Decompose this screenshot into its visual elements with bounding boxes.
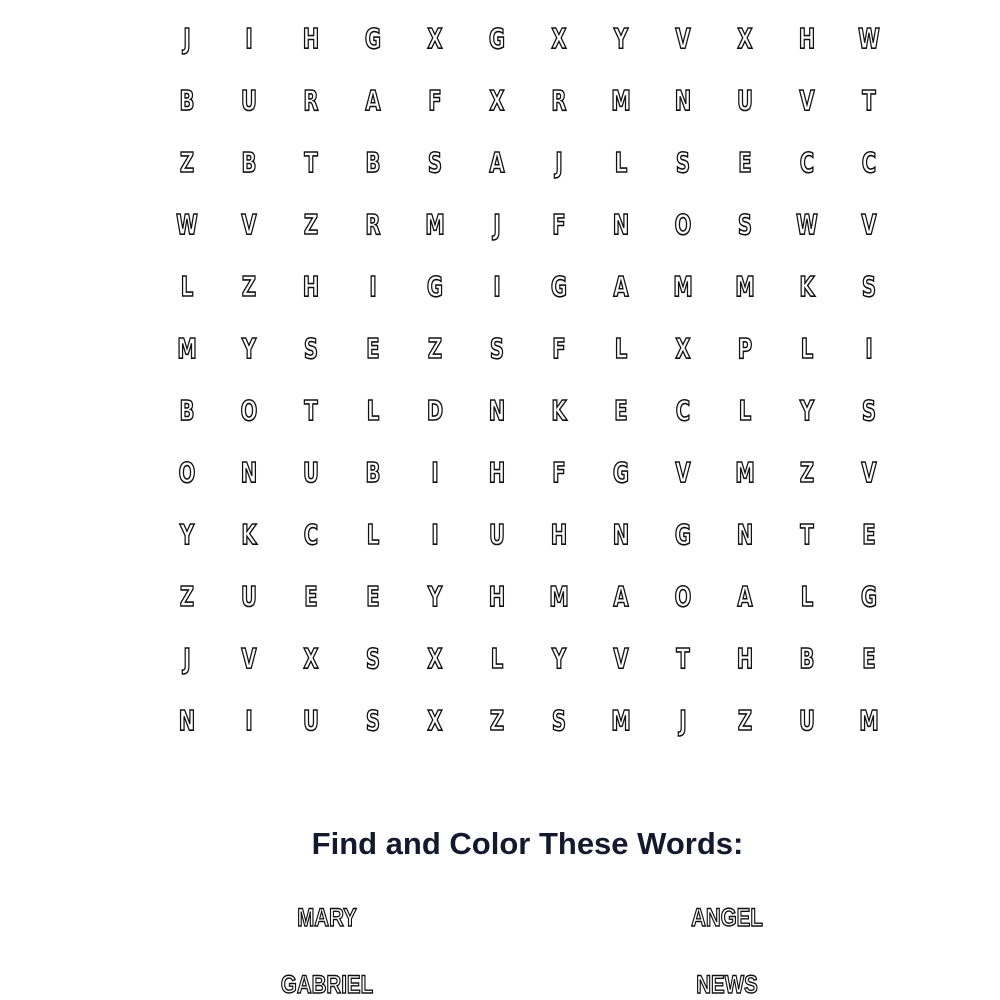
- grid-cell[interactable]: H: [488, 456, 506, 489]
- grid-cell[interactable]: X: [427, 642, 443, 675]
- grid-cell[interactable]: O: [240, 394, 258, 427]
- grid-cell[interactable]: S: [861, 394, 877, 427]
- grid-cell[interactable]: O: [178, 456, 196, 489]
- grid-cell[interactable]: H: [302, 270, 320, 303]
- grid-cell[interactable]: E: [304, 580, 318, 613]
- grid-cell[interactable]: Y: [427, 580, 443, 613]
- grid-cell[interactable]: E: [366, 332, 380, 365]
- grid-cell[interactable]: M: [611, 704, 631, 737]
- grid-cell[interactable]: D: [426, 394, 444, 427]
- grid-cell[interactable]: O: [674, 580, 692, 613]
- grid-cell[interactable]: L: [366, 518, 380, 551]
- grid-cell[interactable]: S: [675, 146, 691, 179]
- grid-cell[interactable]: Z: [489, 704, 505, 737]
- grid-cell[interactable]: G: [364, 22, 382, 55]
- grid-cell[interactable]: U: [737, 84, 753, 117]
- grid-cell[interactable]: M: [735, 456, 755, 489]
- grid-cell[interactable]: M: [859, 704, 879, 737]
- grid-cell[interactable]: E: [862, 642, 876, 675]
- grid-cell[interactable]: X: [675, 332, 691, 365]
- grid-cell[interactable]: M: [177, 332, 197, 365]
- grid-cell[interactable]: Y: [613, 22, 629, 55]
- grid-cell[interactable]: F: [552, 332, 566, 365]
- grid-cell[interactable]: K: [551, 394, 567, 427]
- word-list-title: Find and Color These Words:: [311, 826, 744, 861]
- grid-cell[interactable]: J: [183, 22, 191, 55]
- grid-cell[interactable]: S: [427, 146, 443, 179]
- grid-cell[interactable]: X: [737, 22, 753, 55]
- grid-cell[interactable]: W: [796, 208, 818, 241]
- grid-cell[interactable]: G: [674, 518, 692, 551]
- grid-cell[interactable]: A: [737, 580, 753, 613]
- grid-cell[interactable]: C: [799, 146, 815, 179]
- grid-cell[interactable]: R: [303, 84, 319, 117]
- grid-cell[interactable]: L: [738, 394, 752, 427]
- grid-cell[interactable]: N: [736, 518, 754, 551]
- grid-cell[interactable]: C: [675, 394, 691, 427]
- grid-cell[interactable]: A: [489, 146, 505, 179]
- grid-cell[interactable]: U: [241, 84, 257, 117]
- grid-cell[interactable]: N: [178, 704, 196, 737]
- grid-cell[interactable]: Z: [737, 704, 753, 737]
- grid-cell[interactable]: K: [799, 270, 815, 303]
- grid-cell[interactable]: U: [489, 518, 505, 551]
- grid-cell[interactable]: Y: [179, 518, 195, 551]
- grid-cell[interactable]: A: [613, 270, 629, 303]
- grid-cell[interactable]: X: [303, 642, 319, 675]
- grid-cell[interactable]: B: [365, 146, 381, 179]
- grid-cell[interactable]: T: [304, 146, 318, 179]
- grid-cell[interactable]: B: [179, 84, 195, 117]
- grid-cell[interactable]: S: [737, 208, 753, 241]
- grid-cell[interactable]: J: [493, 208, 501, 241]
- grid-cell[interactable]: E: [614, 394, 628, 427]
- grid-cell[interactable]: Y: [551, 642, 567, 675]
- grid-cell[interactable]: Z: [179, 580, 195, 613]
- grid-cell[interactable]: Z: [799, 456, 815, 489]
- grid-cell[interactable]: O: [674, 208, 692, 241]
- grid-cell[interactable]: I: [431, 456, 439, 489]
- grid-cell[interactable]: Z: [179, 146, 195, 179]
- grid-cell[interactable]: V: [861, 208, 877, 241]
- grid-cell[interactable]: B: [179, 394, 195, 427]
- grid-cell[interactable]: B: [241, 146, 257, 179]
- grid-cell[interactable]: I: [431, 518, 439, 551]
- grid-cell[interactable]: I: [865, 332, 873, 365]
- grid-cell[interactable]: L: [614, 332, 628, 365]
- grid-cell[interactable]: V: [675, 22, 691, 55]
- grid-cell[interactable]: B: [799, 642, 815, 675]
- grid-cell[interactable]: S: [303, 332, 319, 365]
- grid-cell[interactable]: P: [737, 332, 753, 365]
- word-item-angel: ANGEL: [691, 904, 763, 932]
- grid-cell[interactable]: J: [183, 642, 191, 675]
- grid-cell[interactable]: Z: [241, 270, 257, 303]
- grid-cell[interactable]: J: [555, 146, 563, 179]
- grid-cell[interactable]: L: [800, 332, 814, 365]
- grid-cell[interactable]: X: [427, 22, 443, 55]
- word-search-grid: [156, 8, 900, 752]
- grid-cell[interactable]: G: [612, 456, 630, 489]
- grid-cell[interactable]: N: [612, 208, 630, 241]
- grid-cell[interactable]: S: [365, 704, 381, 737]
- grid-cell[interactable]: M: [549, 580, 569, 613]
- grid-cell[interactable]: N: [674, 84, 692, 117]
- grid-cell[interactable]: N: [488, 394, 506, 427]
- grid-cell[interactable]: T: [304, 394, 318, 427]
- grid-cell[interactable]: L: [614, 146, 628, 179]
- grid-cell[interactable]: M: [425, 208, 445, 241]
- grid-cell[interactable]: T: [800, 518, 814, 551]
- grid-cell[interactable]: H: [550, 518, 568, 551]
- grid-cell[interactable]: A: [365, 84, 381, 117]
- grid-cell[interactable]: H: [488, 580, 506, 613]
- grid-cell[interactable]: X: [489, 84, 505, 117]
- grid-cell[interactable]: F: [428, 84, 442, 117]
- grid-cell[interactable]: S: [861, 270, 877, 303]
- grid-cell[interactable]: B: [365, 456, 381, 489]
- grid-cell[interactable]: R: [365, 208, 381, 241]
- grid-cell[interactable]: V: [861, 456, 877, 489]
- grid-cell[interactable]: S: [551, 704, 567, 737]
- grid-cell[interactable]: G: [860, 580, 878, 613]
- word-item-news: NEWS: [696, 971, 758, 999]
- grid-cell[interactable]: K: [241, 518, 257, 551]
- grid-cell[interactable]: H: [302, 22, 320, 55]
- grid-cell[interactable]: T: [862, 84, 876, 117]
- grid-cell[interactable]: M: [735, 270, 755, 303]
- grid-cell[interactable]: X: [427, 704, 443, 737]
- grid-cell[interactable]: Z: [427, 332, 443, 365]
- grid-cell[interactable]: X: [551, 22, 567, 55]
- grid-cell[interactable]: L: [180, 270, 194, 303]
- grid-cell[interactable]: G: [426, 270, 444, 303]
- grid-cell[interactable]: Y: [799, 394, 815, 427]
- grid-cell[interactable]: A: [613, 580, 629, 613]
- grid-cell[interactable]: I: [493, 270, 501, 303]
- grid-cell[interactable]: M: [673, 270, 693, 303]
- grid-cell[interactable]: N: [612, 518, 630, 551]
- grid-cell[interactable]: M: [611, 84, 631, 117]
- grid-cell[interactable]: E: [738, 146, 752, 179]
- grid-cell[interactable]: L: [800, 580, 814, 613]
- grid-cell[interactable]: F: [552, 456, 566, 489]
- grid-cell[interactable]: V: [241, 642, 257, 675]
- grid-cell[interactable]: C: [861, 146, 877, 179]
- grid-cell[interactable]: T: [676, 642, 690, 675]
- word-item-mary: MARY: [297, 904, 357, 932]
- grid-cell[interactable]: N: [240, 456, 258, 489]
- grid-cell[interactable]: J: [679, 704, 687, 737]
- grid-cell[interactable]: L: [366, 394, 380, 427]
- grid-cell[interactable]: Z: [303, 208, 319, 241]
- grid-cell[interactable]: V: [613, 642, 629, 675]
- grid-cell[interactable]: U: [799, 704, 815, 737]
- grid-cell[interactable]: I: [245, 704, 253, 737]
- grid-cell[interactable]: U: [303, 456, 319, 489]
- grid-cell[interactable]: R: [551, 84, 567, 117]
- grid-cell[interactable]: E: [366, 580, 380, 613]
- grid-cell[interactable]: I: [369, 270, 377, 303]
- grid-cell[interactable]: G: [488, 22, 506, 55]
- grid-cell[interactable]: F: [552, 208, 566, 241]
- grid-cell[interactable]: U: [303, 704, 319, 737]
- word-item-gabriel: GABRIEL: [280, 971, 374, 999]
- grid-cell[interactable]: C: [303, 518, 319, 551]
- grid-cell[interactable]: E: [862, 518, 876, 551]
- grid-cell[interactable]: V: [799, 84, 815, 117]
- grid-cell[interactable]: V: [675, 456, 691, 489]
- grid-cell[interactable]: H: [798, 22, 816, 55]
- grid-cell[interactable]: S: [365, 642, 381, 675]
- grid-cell[interactable]: U: [241, 580, 257, 613]
- grid-cell[interactable]: L: [490, 642, 504, 675]
- grid-cell[interactable]: S: [489, 332, 505, 365]
- grid-cell[interactable]: W: [176, 208, 198, 241]
- grid-cell[interactable]: V: [241, 208, 257, 241]
- grid-cell[interactable]: W: [858, 22, 880, 55]
- grid-cell[interactable]: Y: [241, 332, 257, 365]
- grid-cell[interactable]: H: [736, 642, 754, 675]
- grid-cell[interactable]: I: [245, 22, 253, 55]
- grid-cell[interactable]: G: [550, 270, 568, 303]
